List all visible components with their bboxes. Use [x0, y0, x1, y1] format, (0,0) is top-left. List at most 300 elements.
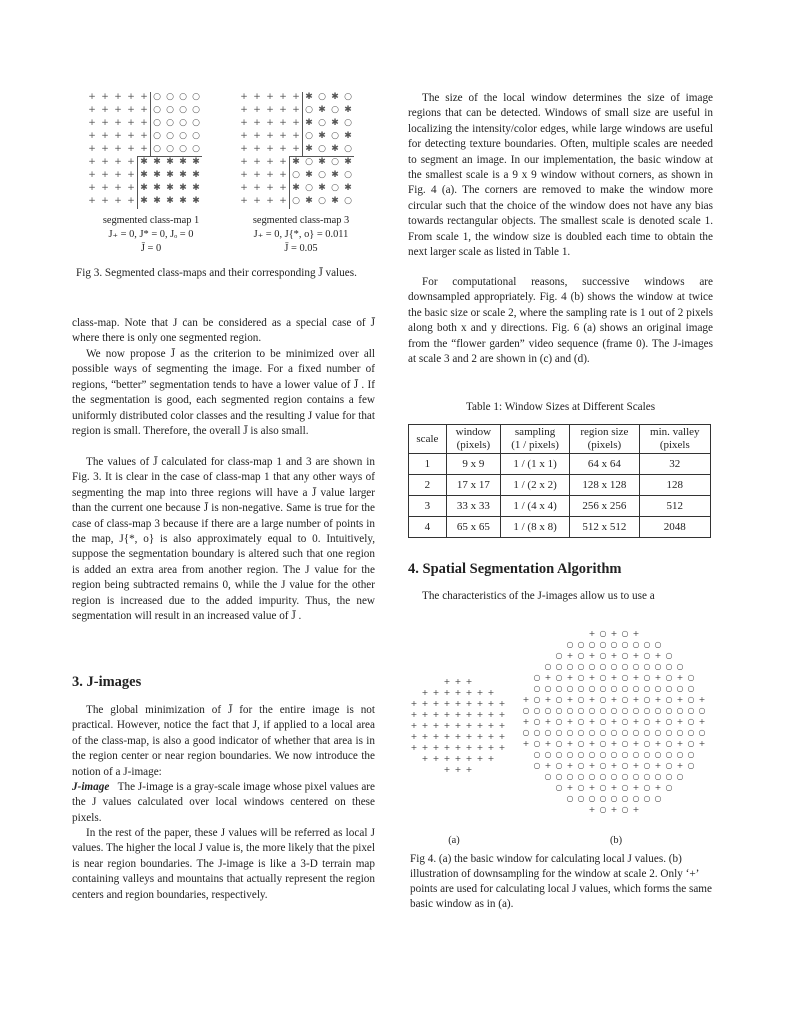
skipped-point: ○ [643, 761, 651, 770]
skipped-point: ○ [599, 651, 607, 660]
classmap-point: ✱ [166, 196, 174, 206]
skipped-point: ○ [687, 761, 695, 770]
table-header-cell: scale [409, 425, 447, 454]
sampled-point: + [522, 739, 530, 748]
classmap-point: ○ [153, 92, 161, 102]
skipped-point: ○ [577, 651, 585, 660]
sampled-point: + [566, 695, 574, 704]
classmap-point: + [114, 157, 122, 167]
skipped-point: ○ [555, 739, 563, 748]
classmap-point: ✱ [166, 157, 174, 167]
sampled-point: + [632, 761, 640, 770]
skipped-point: ○ [687, 706, 695, 715]
skipped-point: ○ [577, 783, 585, 792]
window-point: + [454, 699, 462, 708]
window-point: + [421, 732, 429, 741]
window-point: + [432, 699, 440, 708]
sampled-point: + [654, 761, 662, 770]
window-point: + [487, 710, 495, 719]
sampled-point: + [588, 673, 596, 682]
skipped-point: ○ [599, 673, 607, 682]
sampled-point: + [588, 805, 596, 814]
classmap-point: ✱ [292, 157, 300, 167]
skipped-point: ○ [522, 728, 530, 737]
skipped-point: ○ [555, 673, 563, 682]
classmap-point: ✱ [179, 183, 187, 193]
skipped-point: ○ [632, 794, 640, 803]
skipped-point: ○ [555, 783, 563, 792]
classmap-point: ✱ [318, 183, 326, 193]
classmap-point: + [101, 92, 109, 102]
classmap-point: ✱ [179, 157, 187, 167]
window-point: + [476, 710, 484, 719]
classmap-point: ✱ [166, 183, 174, 193]
skipped-point: ○ [566, 794, 574, 803]
skipped-point: ○ [544, 662, 552, 671]
window-point: + [476, 732, 484, 741]
skipped-point: ○ [544, 750, 552, 759]
classmap-point: ○ [344, 170, 352, 180]
classmap-point: + [127, 144, 135, 154]
window-point: + [498, 721, 506, 730]
skipped-point: ○ [577, 761, 585, 770]
classmap-point: ✱ [331, 144, 339, 154]
classmap-point: + [101, 196, 109, 206]
skipped-point: ○ [577, 684, 585, 693]
skipped-point: ○ [555, 684, 563, 693]
classmap-point: ○ [344, 118, 352, 128]
table-header-cell: sampling (1 / pixels) [501, 425, 570, 454]
skipped-point: ○ [632, 640, 640, 649]
sampled-point: + [610, 673, 618, 682]
skipped-point: ○ [632, 706, 640, 715]
skipped-point: ○ [599, 805, 607, 814]
fig4a-basic-window [408, 676, 508, 776]
table-cell: 17 x 17 [446, 475, 500, 496]
skipped-point: ○ [588, 662, 596, 671]
window-point: + [410, 710, 418, 719]
classmap-point: + [292, 92, 300, 102]
jimage-definition-term: J-image [72, 781, 110, 793]
sampled-point: + [566, 651, 574, 660]
skipped-point: ○ [621, 706, 629, 715]
skipped-point: ○ [621, 739, 629, 748]
skipped-point: ○ [599, 772, 607, 781]
table-header-cell: min. valley (pixels [639, 425, 710, 454]
skipped-point: ○ [643, 651, 651, 660]
classmap-point: ○ [153, 131, 161, 141]
classmap-point: ✱ [140, 196, 148, 206]
skipped-point: ○ [566, 684, 574, 693]
classmap-point: + [266, 183, 274, 193]
skipped-point: ○ [621, 629, 629, 638]
sampled-point: + [654, 739, 662, 748]
sampled-point: + [610, 717, 618, 726]
classmap-point: + [88, 183, 96, 193]
window-point: + [443, 699, 451, 708]
classmap-point: ✱ [305, 118, 313, 128]
window-point: + [465, 688, 473, 697]
classmap-point: ○ [179, 118, 187, 128]
window-point: + [465, 765, 473, 774]
sampled-point: + [676, 695, 684, 704]
classmap-point: ○ [166, 92, 174, 102]
classmap-point: + [140, 144, 148, 154]
skipped-point: ○ [610, 706, 618, 715]
classmap-point: ✱ [344, 105, 352, 115]
classmap-point: ○ [305, 157, 313, 167]
classmap-point: ✱ [140, 170, 148, 180]
skipped-point: ○ [676, 750, 684, 759]
right-paragraph-2: For computational reasons, successive windows are downsampled appropriately. Fig. 4 (b) shows the window at twice the basic size or scale 2, where the sampling rate is 1 out of 2 pixels along both x and y directions. Fig. 6 (a) shows an original image from the “flower garden” video sequence (frame 0). The J-images at scale 3 and 2 are shown in (c) and (d). [408, 276, 713, 366]
table-cell: 33 x 33 [446, 496, 500, 517]
classmap-point: ○ [192, 118, 200, 128]
table-header-row [409, 425, 711, 454]
skipped-point: ○ [533, 695, 541, 704]
skipped-point: ○ [599, 794, 607, 803]
table-row [409, 517, 711, 538]
classmap-point: ○ [292, 196, 300, 206]
classmap-point: ✱ [331, 196, 339, 206]
skipped-point: ○ [621, 794, 629, 803]
window-point: + [432, 754, 440, 763]
skipped-point: ○ [621, 717, 629, 726]
skipped-point: ○ [555, 728, 563, 737]
jimage-definition [72, 780, 375, 826]
classmap-point: ○ [344, 196, 352, 206]
skipped-point: ○ [676, 684, 684, 693]
sampled-point: + [654, 673, 662, 682]
skipped-point: ○ [632, 684, 640, 693]
skipped-point: ○ [665, 750, 673, 759]
classmap-point: + [127, 131, 135, 141]
skipped-point: ○ [577, 739, 585, 748]
window-point: + [421, 710, 429, 719]
sampled-point: + [566, 673, 574, 682]
table-cell: 64 x 64 [570, 454, 639, 475]
classmap-point: + [266, 131, 274, 141]
skipped-point: ○ [599, 662, 607, 671]
classmap-point: + [240, 157, 248, 167]
window-point: + [421, 699, 429, 708]
classmap-3-label: segmented class-map 3 [252, 215, 350, 226]
window-point: + [465, 732, 473, 741]
table-cell: 128 x 128 [570, 475, 639, 496]
classmap-point: ○ [305, 131, 313, 141]
classmap-point: + [266, 196, 274, 206]
classmap-point: ○ [318, 196, 326, 206]
skipped-point: ○ [643, 673, 651, 682]
window-point: + [476, 721, 484, 730]
sampled-point: + [588, 739, 596, 748]
classmap-point: ✱ [153, 196, 161, 206]
skipped-point: ○ [599, 640, 607, 649]
skipped-point: ○ [665, 695, 673, 704]
skipped-point: ○ [676, 772, 684, 781]
skipped-point: ○ [654, 772, 662, 781]
classmap-point: ✱ [192, 183, 200, 193]
skipped-point: ○ [621, 640, 629, 649]
skipped-point: ○ [610, 750, 618, 759]
classmap-point: ○ [305, 105, 313, 115]
skipped-point: ○ [654, 750, 662, 759]
table-row [409, 475, 711, 496]
classmap-point: ○ [179, 105, 187, 115]
sampled-point: + [588, 695, 596, 704]
window-point: + [498, 699, 506, 708]
classmap-point: ✱ [153, 183, 161, 193]
skipped-point: ○ [566, 728, 574, 737]
sampled-point: + [566, 783, 574, 792]
table-1-title: Table 1: Window Sizes at Different Scales [465, 401, 656, 413]
skipped-point: ○ [555, 761, 563, 770]
classmap-point: + [266, 144, 274, 154]
classmap-point: + [253, 157, 261, 167]
window-point: + [443, 710, 451, 719]
classmap-point: ✱ [331, 92, 339, 102]
classmap-point: + [266, 105, 274, 115]
sampled-point: + [632, 805, 640, 814]
skipped-point: ○ [632, 728, 640, 737]
skipped-point: ○ [566, 640, 574, 649]
classmap-point: ○ [292, 170, 300, 180]
skipped-point: ○ [665, 662, 673, 671]
skipped-point: ○ [588, 684, 596, 693]
window-point: + [498, 710, 506, 719]
window-point: + [443, 743, 451, 752]
classmap-point: + [279, 105, 287, 115]
skipped-point: ○ [577, 750, 585, 759]
skipped-point: ○ [533, 750, 541, 759]
window-point: + [465, 743, 473, 752]
window-point: + [432, 710, 440, 719]
sampled-point: + [632, 783, 640, 792]
skipped-point: ○ [665, 684, 673, 693]
sampled-point: + [588, 651, 596, 660]
skipped-point: ○ [577, 794, 585, 803]
sampled-point: + [676, 673, 684, 682]
window-point: + [487, 721, 495, 730]
classmap-point: ○ [318, 92, 326, 102]
sampled-point: + [588, 783, 596, 792]
skipped-point: ○ [599, 739, 607, 748]
classmap-point: + [292, 118, 300, 128]
window-point: + [498, 732, 506, 741]
skipped-point: ○ [577, 695, 585, 704]
table-row [409, 496, 711, 517]
classmap-point: + [279, 131, 287, 141]
table-cell: 1 / (1 x 1) [501, 454, 570, 475]
classmap-point: + [114, 183, 122, 193]
window-point: + [432, 688, 440, 697]
skipped-point: ○ [533, 728, 541, 737]
segment-boundary [289, 156, 354, 157]
table-cell: 2048 [639, 517, 710, 538]
table-header-cell: region size (pixels) [570, 425, 639, 454]
skipped-point: ○ [698, 728, 706, 737]
classmap-point: ○ [166, 131, 174, 141]
fig4-caption: Fig 4. (a) the basic window for calculating local J values. (b) illustration of downsampling for the window at scale 2. Only ‘+’ points are used for calculating local J values, which forms the same basic window as in (a). [410, 853, 712, 910]
sampled-point: + [698, 717, 706, 726]
skipped-point: ○ [687, 750, 695, 759]
skipped-point: ○ [621, 662, 629, 671]
segment-boundary [150, 92, 151, 157]
skipped-point: ○ [687, 739, 695, 748]
skipped-point: ○ [643, 695, 651, 704]
skipped-point: ○ [566, 772, 574, 781]
skipped-point: ○ [643, 706, 651, 715]
skipped-point: ○ [555, 750, 563, 759]
skipped-point: ○ [621, 772, 629, 781]
skipped-point: ○ [698, 706, 706, 715]
skipped-point: ○ [533, 739, 541, 748]
sampled-point: + [544, 695, 552, 704]
left-paragraph-2: We now propose J̄ as the criterion to be minimized over all possible ways of segmenting the image. For a fixed number of regions, “better” segmentation tends to have a lower value of J̄ . If the segmentation is good, each segmented region contains a few uniformly distributed color classes and the resulting J value for that region is small. Therefore, the overall J̄ is also small. [72, 348, 375, 438]
sampled-point: + [566, 717, 574, 726]
classmap-point: + [127, 170, 135, 180]
table-cell: 256 x 256 [570, 496, 639, 517]
classmap-point: + [114, 131, 122, 141]
skipped-point: ○ [555, 717, 563, 726]
classmap-point: ○ [153, 118, 161, 128]
classmap-point: ○ [344, 92, 352, 102]
classmap-point: + [101, 118, 109, 128]
sampled-point: + [588, 629, 596, 638]
table-cell: 1 / (2 x 2) [501, 475, 570, 496]
skipped-point: ○ [588, 728, 596, 737]
skipped-point: ○ [610, 728, 618, 737]
classmap-point: + [88, 157, 96, 167]
window-point: + [454, 688, 462, 697]
skipped-point: ○ [555, 662, 563, 671]
table-cell: 512 x 512 [570, 517, 639, 538]
classmap-point: + [240, 105, 248, 115]
classmap-point: + [114, 92, 122, 102]
skipped-point: ○ [588, 706, 596, 715]
classmap-point: ○ [192, 105, 200, 115]
sampled-point: + [544, 673, 552, 682]
segment-boundary [137, 157, 138, 209]
skipped-point: ○ [533, 717, 541, 726]
classmap-point: ○ [344, 144, 352, 154]
fig4-label-a: (a) [448, 835, 460, 846]
sampled-point: + [632, 651, 640, 660]
classmap-point: ✱ [153, 170, 161, 180]
skipped-point: ○ [665, 706, 673, 715]
skipped-point: ○ [544, 684, 552, 693]
skipped-point: ○ [621, 651, 629, 660]
skipped-point: ○ [566, 750, 574, 759]
sampled-point: + [698, 739, 706, 748]
skipped-point: ○ [643, 739, 651, 748]
sampled-point: + [632, 629, 640, 638]
window-point: + [454, 677, 462, 686]
window-point: + [443, 688, 451, 697]
window-point: + [454, 765, 462, 774]
window-point: + [443, 732, 451, 741]
classmap-point: ○ [166, 105, 174, 115]
sampled-point: + [522, 695, 530, 704]
window-point: + [410, 699, 418, 708]
classmap-point: + [88, 131, 96, 141]
skipped-point: ○ [621, 673, 629, 682]
skipped-point: ○ [599, 783, 607, 792]
window-point: + [465, 721, 473, 730]
classmap-point: + [240, 183, 248, 193]
skipped-point: ○ [665, 728, 673, 737]
classmap-point: + [101, 144, 109, 154]
classmap-1-jbar: J̄ = 0 [140, 243, 162, 254]
skipped-point: ○ [599, 761, 607, 770]
window-point: + [476, 699, 484, 708]
section-3-paragraph-1: The global minimization of J̄ for the entire image is not practical. However, notice the fact that J, if applied to a local area of the class-map, is also a good indicator of whether that area is in the region center or near region boundaries. We now introduce the notion of a J-image: [72, 704, 375, 778]
classmap-point: + [114, 144, 122, 154]
skipped-point: ○ [665, 717, 673, 726]
table-cell: 4 [409, 517, 447, 538]
skipped-point: ○ [555, 695, 563, 704]
fig4-label-b: (b) [609, 835, 623, 846]
skipped-point: ○ [544, 728, 552, 737]
window-point: + [432, 732, 440, 741]
sampled-point: + [566, 739, 574, 748]
skipped-point: ○ [643, 717, 651, 726]
window-point: + [410, 721, 418, 730]
table-cell: 32 [639, 454, 710, 475]
skipped-point: ○ [577, 706, 585, 715]
sampled-point: + [654, 651, 662, 660]
sampled-point: + [610, 805, 618, 814]
section-4-heading: 4. Spatial Segmentation Algorithm [408, 561, 622, 577]
skipped-point: ○ [599, 728, 607, 737]
sampled-point: + [632, 695, 640, 704]
skipped-point: ○ [599, 706, 607, 715]
skipped-point: ○ [643, 640, 651, 649]
skipped-point: ○ [654, 706, 662, 715]
window-point: + [432, 743, 440, 752]
skipped-point: ○ [588, 794, 596, 803]
skipped-point: ○ [533, 684, 541, 693]
classmap-point: + [266, 92, 274, 102]
classmap-point: ○ [179, 144, 187, 154]
classmap-point: + [253, 92, 261, 102]
classmap-point: + [253, 196, 261, 206]
sampled-point: + [544, 717, 552, 726]
skipped-point: ○ [610, 662, 618, 671]
classmap-point: + [253, 183, 261, 193]
classmap-point: + [240, 170, 248, 180]
skipped-point: ○ [555, 772, 563, 781]
skipped-point: ○ [643, 728, 651, 737]
skipped-point: ○ [665, 651, 673, 660]
skipped-point: ○ [555, 706, 563, 715]
classmap-point: + [240, 196, 248, 206]
classmap-point: ○ [179, 92, 187, 102]
sampled-point: + [610, 651, 618, 660]
skipped-point: ○ [610, 794, 618, 803]
section-3-heading: 3. J-images [72, 674, 142, 690]
skipped-point: ○ [588, 750, 596, 759]
table-cell: 2 [409, 475, 447, 496]
skipped-point: ○ [687, 673, 695, 682]
classmap-point: + [101, 170, 109, 180]
skipped-point: ○ [544, 706, 552, 715]
skipped-point: ○ [577, 772, 585, 781]
window-point: + [454, 721, 462, 730]
classmap-point: ✱ [153, 157, 161, 167]
sampled-point: + [610, 739, 618, 748]
window-point: + [454, 732, 462, 741]
section-4-paragraph-1: The characteristics of the J-images allow us to use a [422, 590, 655, 602]
